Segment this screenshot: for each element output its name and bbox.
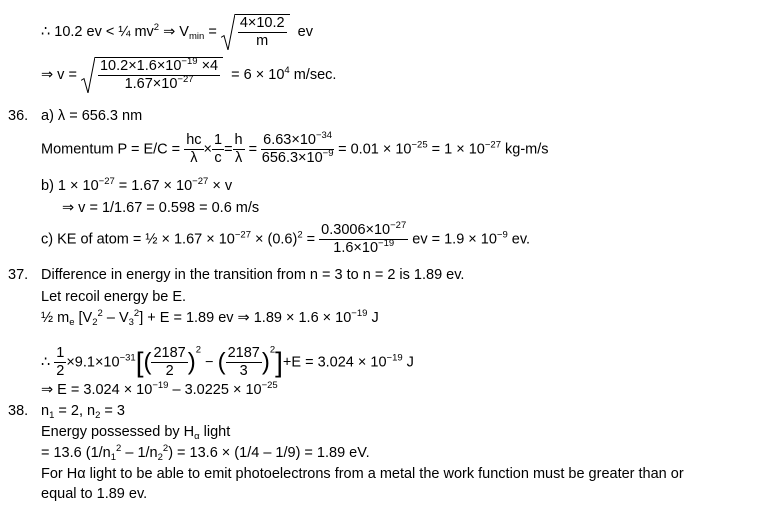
q37-line1	[41, 266, 464, 284]
q37-line5	[41, 381, 278, 399]
text: Momentum P = E/C =	[41, 141, 181, 158]
text: ⇒ v = 1/1.67 = 0.598 = 0.6 m/s	[62, 200, 260, 216]
text: = 1 × 10	[427, 141, 485, 158]
text: m/sec.	[289, 66, 337, 83]
text: J	[402, 354, 414, 371]
sqrt	[81, 57, 223, 93]
text: 10.2×1.6×10	[99, 58, 182, 74]
sub: 1	[49, 410, 55, 421]
sup: −27	[390, 220, 407, 231]
sup: −27	[177, 74, 194, 85]
text: =	[248, 141, 258, 158]
text: For Hα light to be able to emit photoelectrons from a metal the work function must be greater than or	[41, 466, 684, 482]
q38-line3	[41, 444, 370, 462]
sup: 2	[162, 443, 169, 454]
paren: (	[217, 348, 226, 376]
sup: −25	[261, 380, 278, 391]
text: – 1/n	[121, 445, 158, 461]
fraction	[238, 15, 287, 50]
fraction	[151, 345, 187, 380]
text: 0.3006×10	[321, 222, 391, 238]
question-number-38	[8, 402, 28, 420]
radical-sign	[221, 14, 235, 50]
q37-line3	[41, 309, 379, 327]
sup: −34	[315, 130, 333, 141]
text: =	[302, 231, 316, 248]
denominator	[319, 240, 408, 257]
numerator: 4×10.2	[239, 15, 285, 31]
paren: (	[143, 348, 152, 376]
fraction	[319, 222, 408, 257]
sup: −9	[496, 229, 508, 241]
text: 37.	[8, 267, 29, 283]
fraction	[212, 132, 224, 167]
q38-line5	[41, 485, 147, 503]
fraction	[226, 345, 262, 380]
sup: −27	[192, 176, 209, 187]
question-number-36	[8, 107, 28, 125]
q37-line4	[41, 345, 414, 380]
text: +E = 3.024 × 10	[282, 354, 387, 371]
numerator	[98, 58, 220, 76]
q36-part-b-result	[62, 199, 259, 217]
sup: −19	[351, 308, 368, 319]
q36-part-c	[41, 222, 530, 257]
numerator	[319, 222, 408, 240]
text: ⇒ v =	[41, 66, 77, 83]
numerator: 2187	[153, 345, 186, 361]
sup: −19	[378, 238, 395, 249]
text: = 3	[100, 403, 125, 419]
numerator: hc	[186, 132, 202, 148]
text: a) λ = 656.3 nm	[41, 108, 143, 124]
denominator: m	[256, 33, 269, 49]
sup: −19	[386, 352, 403, 364]
denominator	[98, 76, 220, 93]
q38-line1	[41, 402, 125, 420]
text: 38.	[8, 403, 29, 419]
text: ev	[297, 23, 313, 40]
text: light	[199, 424, 231, 440]
denominator: c	[214, 150, 222, 166]
q38-line2	[41, 423, 230, 441]
text: 1.67×10	[124, 76, 178, 92]
text: = 2, n	[54, 403, 96, 419]
text: equal to 1.89 ev.	[41, 486, 148, 502]
numerator: 1	[56, 345, 65, 361]
text: – 3.0225 × 10	[168, 382, 262, 398]
text: ) = 13.6 × (1/4 – 1/9) = 1.89 eV.	[168, 445, 370, 461]
radical-sign	[81, 57, 95, 93]
sup: 4	[284, 64, 290, 76]
text: [V	[74, 310, 93, 326]
text: 36.	[8, 108, 29, 124]
text: b) 1 × 10	[41, 178, 99, 194]
fraction	[184, 132, 203, 167]
text: n	[41, 403, 50, 419]
paren: )	[187, 348, 196, 376]
text: −	[205, 354, 214, 371]
text: J	[367, 310, 379, 326]
text: ×9.1×10	[66, 354, 120, 371]
bracket: ]	[275, 346, 283, 378]
text: =	[204, 23, 217, 40]
text: = 1.67 × 10	[114, 178, 193, 194]
q36-part-a	[41, 107, 142, 125]
denominator: λ	[234, 150, 243, 166]
sup: −25	[411, 139, 428, 151]
text: ⇒ V	[159, 23, 189, 40]
sup: −27	[234, 229, 251, 241]
text: ⇒ E = 3.024 × 10	[41, 382, 153, 398]
sub: α	[194, 431, 200, 442]
fraction	[261, 132, 334, 167]
sup: 2	[195, 344, 202, 356]
denominator: 2	[56, 363, 65, 379]
fraction	[233, 132, 245, 167]
denominator: λ	[190, 150, 198, 166]
q38-line4	[41, 465, 684, 483]
sup: −19	[181, 56, 198, 67]
sub: 3	[128, 317, 134, 328]
text: × (0.6)	[250, 231, 298, 248]
text: Energy possessed by H	[41, 424, 195, 440]
text: – V	[102, 310, 129, 326]
question-number-37	[8, 266, 28, 284]
sup: −9	[322, 148, 334, 159]
sub: 1	[110, 452, 117, 463]
sup: 2	[297, 229, 303, 241]
text: Let recoil energy be E.	[41, 289, 187, 305]
sup: −19	[152, 380, 169, 391]
sup: 2	[269, 344, 276, 356]
sub: 2	[92, 317, 98, 328]
fraction	[98, 58, 220, 93]
fraction	[54, 345, 66, 380]
text: = 0.01 × 10	[338, 141, 412, 158]
text: ×4	[197, 58, 219, 74]
text: ev = 1.9 × 10	[412, 231, 497, 248]
text: =	[224, 141, 233, 158]
line-velocity	[41, 57, 336, 93]
denominator	[261, 150, 334, 167]
numerator: 2187	[227, 345, 260, 361]
sup: −27	[484, 139, 501, 151]
bracket: [	[135, 346, 144, 378]
text: c) KE of atom = ½ × 1.67 × 10	[41, 231, 235, 248]
numerator: 1	[213, 132, 223, 148]
sup: 2	[153, 21, 160, 33]
sub: 2	[157, 452, 163, 463]
text: ×	[203, 141, 212, 158]
denominator: 2	[165, 363, 174, 379]
q36-momentum	[41, 132, 549, 167]
text: ] + E = 1.89 ev ⇒ 1.89 × 1.6 × 10	[139, 310, 352, 326]
numerator: h	[234, 132, 243, 148]
q37-line2	[41, 288, 186, 306]
sub: e	[69, 317, 75, 328]
sup: −27	[98, 176, 115, 187]
text: ½ m	[41, 310, 70, 326]
text: × v	[208, 178, 233, 194]
text: ∴ 10.2 ev < ¼ mv	[41, 23, 154, 40]
text: = 13.6 (1/n	[41, 445, 111, 461]
sup: 2	[133, 308, 140, 319]
paren: )	[261, 348, 270, 376]
text: kg-m/s	[501, 141, 549, 158]
sup: 2	[116, 443, 122, 454]
text: Difference in energy in the transition from n = 3 to n = 2 is 1.89 ev.	[41, 267, 465, 283]
line-vmin	[41, 14, 313, 50]
text: ev.	[507, 231, 531, 248]
sqrt	[221, 14, 290, 50]
sup: 2	[97, 308, 103, 319]
sub: 2	[95, 410, 101, 421]
text: 656.3×10	[261, 150, 323, 166]
q36-part-b	[41, 177, 232, 195]
text: 1.6×10	[333, 240, 379, 256]
denominator: 3	[239, 363, 248, 379]
text: = 6 × 10	[231, 66, 285, 83]
text: 6.63×10	[263, 132, 316, 148]
sub: min	[188, 30, 205, 42]
text: ∴	[41, 354, 51, 371]
sup: −31	[119, 352, 136, 364]
